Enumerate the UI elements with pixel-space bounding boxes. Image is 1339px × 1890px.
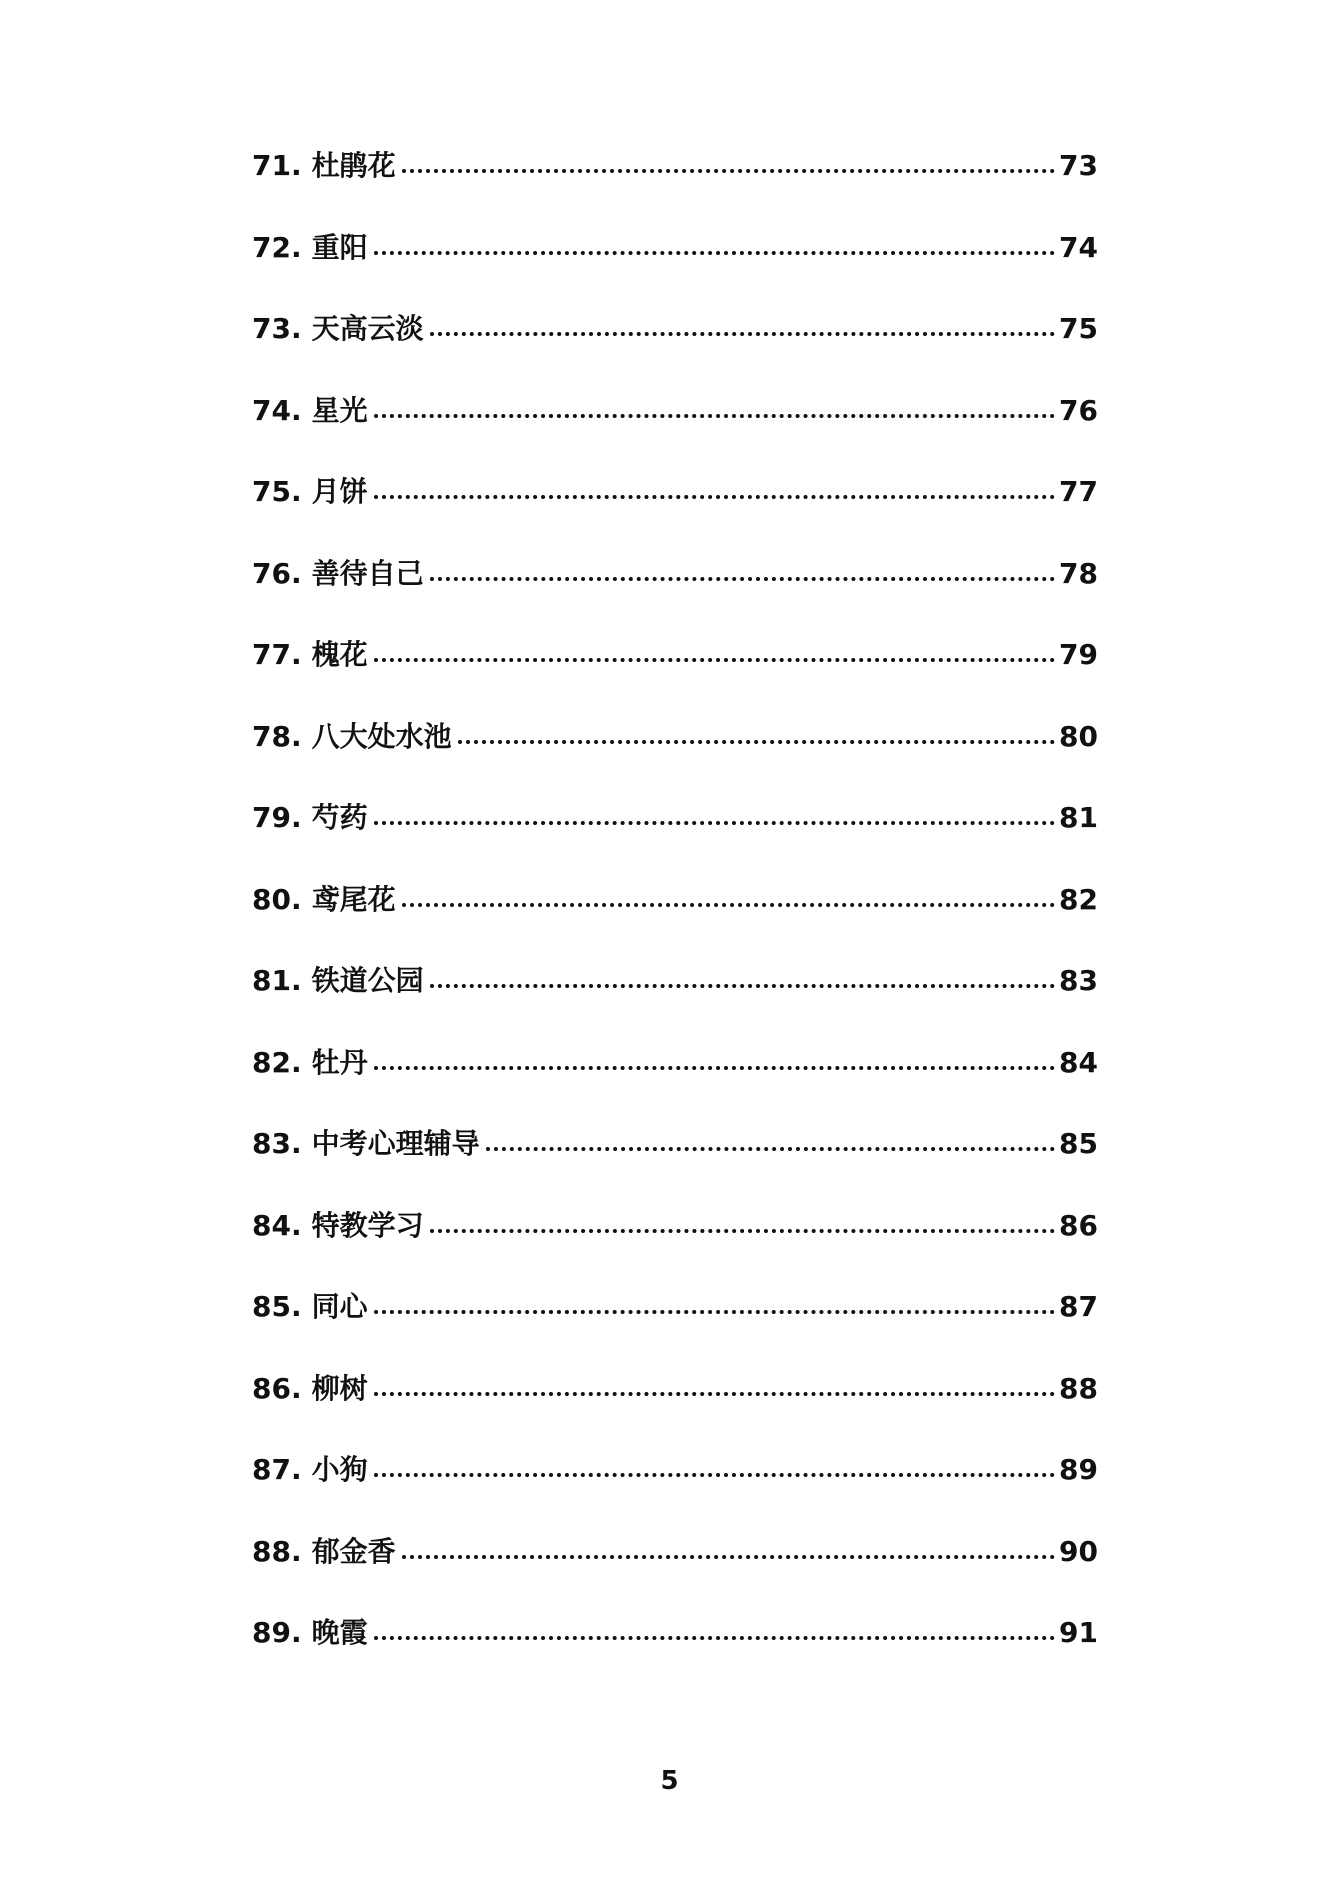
dot-leader (458, 740, 1055, 744)
toc-entry-number: 85. (252, 1290, 302, 1323)
toc-entry-page: 91 (1059, 1616, 1098, 1649)
toc-entry-title: 芍药 (311, 801, 368, 834)
toc-entry[interactable] (252, 149, 1098, 234)
toc-entry-label (252, 475, 368, 508)
toc-entry-number: 88. (252, 1534, 302, 1568)
dot-leader (374, 1392, 1055, 1396)
toc-entry[interactable] (252, 1616, 1098, 1701)
dot-leader (374, 1473, 1055, 1477)
toc-entry-label (252, 393, 368, 427)
dot-leader (374, 1066, 1055, 1070)
toc-entry-page: 75 (1059, 312, 1098, 345)
toc-entry-title: 槐花 (311, 638, 368, 671)
toc-entry[interactable] (252, 475, 1098, 560)
dot-leader (486, 1147, 1055, 1151)
toc-entry-title: 小狗 (311, 1453, 368, 1486)
toc-entry-title: 中考心理辅导 (311, 1127, 480, 1160)
toc-entry[interactable] (252, 1534, 1098, 1620)
toc-entry-label (252, 556, 424, 590)
toc-entry-page: 88 (1059, 1371, 1098, 1405)
toc-entry-number: 74. (252, 393, 302, 427)
toc-entry-label (252, 1208, 424, 1242)
toc-entry-page: 78 (1059, 556, 1098, 590)
toc-entry-label (252, 1616, 368, 1649)
toc-entry-page: 76 (1059, 393, 1098, 427)
toc-entry-label (252, 312, 424, 345)
toc-entry[interactable] (252, 638, 1098, 723)
toc-entry[interactable] (252, 1290, 1098, 1375)
toc-entry-number: 87. (252, 1453, 302, 1486)
toc-entry[interactable] (252, 1127, 1098, 1212)
toc-entry[interactable] (252, 882, 1098, 968)
toc-entry-number: 84. (252, 1208, 302, 1242)
dot-leader (374, 658, 1055, 662)
toc-entry-number: 86. (252, 1371, 302, 1405)
toc-entry-label (252, 1453, 368, 1486)
toc-entry-page: 87 (1059, 1290, 1098, 1323)
toc-entry-label (252, 1371, 368, 1405)
toc-entry-page: 89 (1059, 1453, 1098, 1486)
toc-entry-number: 77. (252, 638, 302, 671)
toc-entry-page: 86 (1059, 1208, 1098, 1242)
toc-entry[interactable] (252, 1453, 1098, 1538)
toc-entry-title: 特教学习 (311, 1208, 424, 1242)
dot-leader (402, 169, 1055, 173)
toc-entry-number: 78. (252, 719, 302, 753)
toc-entry[interactable] (252, 1045, 1098, 1131)
toc-entry-title: 天高云淡 (311, 312, 424, 345)
toc-entry[interactable] (252, 719, 1098, 805)
toc-entry[interactable] (252, 1208, 1098, 1294)
toc-entry[interactable] (252, 312, 1098, 397)
toc-entry-label (252, 1045, 368, 1079)
toc-entry-title: 郁金香 (311, 1534, 396, 1568)
toc-entry-title: 杜鹃花 (311, 149, 396, 182)
toc-entry-number: 76. (252, 556, 302, 590)
toc-entry-page: 79 (1059, 638, 1098, 671)
dot-leader (374, 1636, 1055, 1640)
toc-entry-title: 柳树 (311, 1371, 368, 1405)
toc-entry-number: 72. (252, 230, 302, 264)
dot-leader (430, 577, 1055, 581)
toc-entry-page: 81 (1059, 801, 1098, 834)
toc-entry-title: 星光 (311, 393, 368, 427)
toc-entry-label (252, 1127, 480, 1160)
toc-entry[interactable] (252, 964, 1098, 1049)
toc-entry-label (252, 638, 368, 671)
toc-entry-label (252, 1534, 396, 1568)
dot-leader (430, 984, 1055, 988)
toc-entry-label (252, 882, 396, 916)
toc-entry-title: 晚霞 (311, 1616, 368, 1649)
dot-leader (374, 821, 1055, 825)
toc-entry-number: 89. (252, 1616, 302, 1649)
toc-entry-page: 80 (1059, 719, 1098, 753)
toc-entry-page: 77 (1059, 475, 1098, 508)
toc-entry[interactable] (252, 801, 1098, 886)
toc-entry-number: 83. (252, 1127, 302, 1160)
toc-entry-title: 鸢尾花 (311, 882, 396, 916)
toc-entry-title: 重阳 (311, 230, 368, 264)
toc-entry-number: 75. (252, 475, 302, 508)
dot-leader (374, 251, 1055, 255)
toc-entry-title: 善待自己 (311, 556, 424, 590)
toc-entry[interactable] (252, 556, 1098, 642)
dot-leader (374, 495, 1055, 499)
toc-entry-page: 74 (1059, 230, 1098, 264)
page-number: 5 (660, 1766, 679, 1796)
toc-entry-page: 83 (1059, 964, 1098, 997)
dot-leader (402, 1555, 1055, 1559)
dot-leader (374, 414, 1055, 418)
toc-entry-page: 73 (1059, 149, 1098, 182)
toc-entry-page: 90 (1059, 1534, 1098, 1568)
toc-entry-number: 82. (252, 1045, 302, 1079)
toc-entry-title: 八大处水池 (311, 719, 452, 753)
toc-entry-title: 同心 (311, 1290, 368, 1323)
dot-leader (430, 1229, 1055, 1233)
toc-entry-number: 80. (252, 882, 302, 916)
toc-entry[interactable] (252, 230, 1098, 316)
toc-entry-label (252, 149, 396, 182)
toc-entry-label (252, 719, 452, 753)
toc-entry[interactable] (252, 393, 1098, 479)
toc-entry-title: 铁道公园 (311, 964, 424, 997)
dot-leader (374, 1310, 1055, 1314)
dot-leader (402, 903, 1055, 907)
dot-leader (430, 332, 1055, 336)
toc-entry-label (252, 230, 368, 264)
toc-entry-title: 牡丹 (311, 1045, 368, 1079)
toc-entry-label (252, 1290, 368, 1323)
toc-entry[interactable] (252, 1371, 1098, 1457)
toc-entry-page: 84 (1059, 1045, 1098, 1079)
toc-entry-page: 82 (1059, 882, 1098, 916)
toc-entry-title: 月饼 (311, 475, 368, 508)
toc-entry-number: 71. (252, 149, 302, 182)
toc-entry-label (252, 801, 368, 834)
table-of-contents (252, 149, 1098, 1701)
toc-entry-label (252, 964, 424, 997)
toc-entry-page: 85 (1059, 1127, 1098, 1160)
toc-entry-number: 79. (252, 801, 302, 834)
toc-entry-number: 81. (252, 964, 302, 997)
toc-entry-number: 73. (252, 312, 302, 345)
